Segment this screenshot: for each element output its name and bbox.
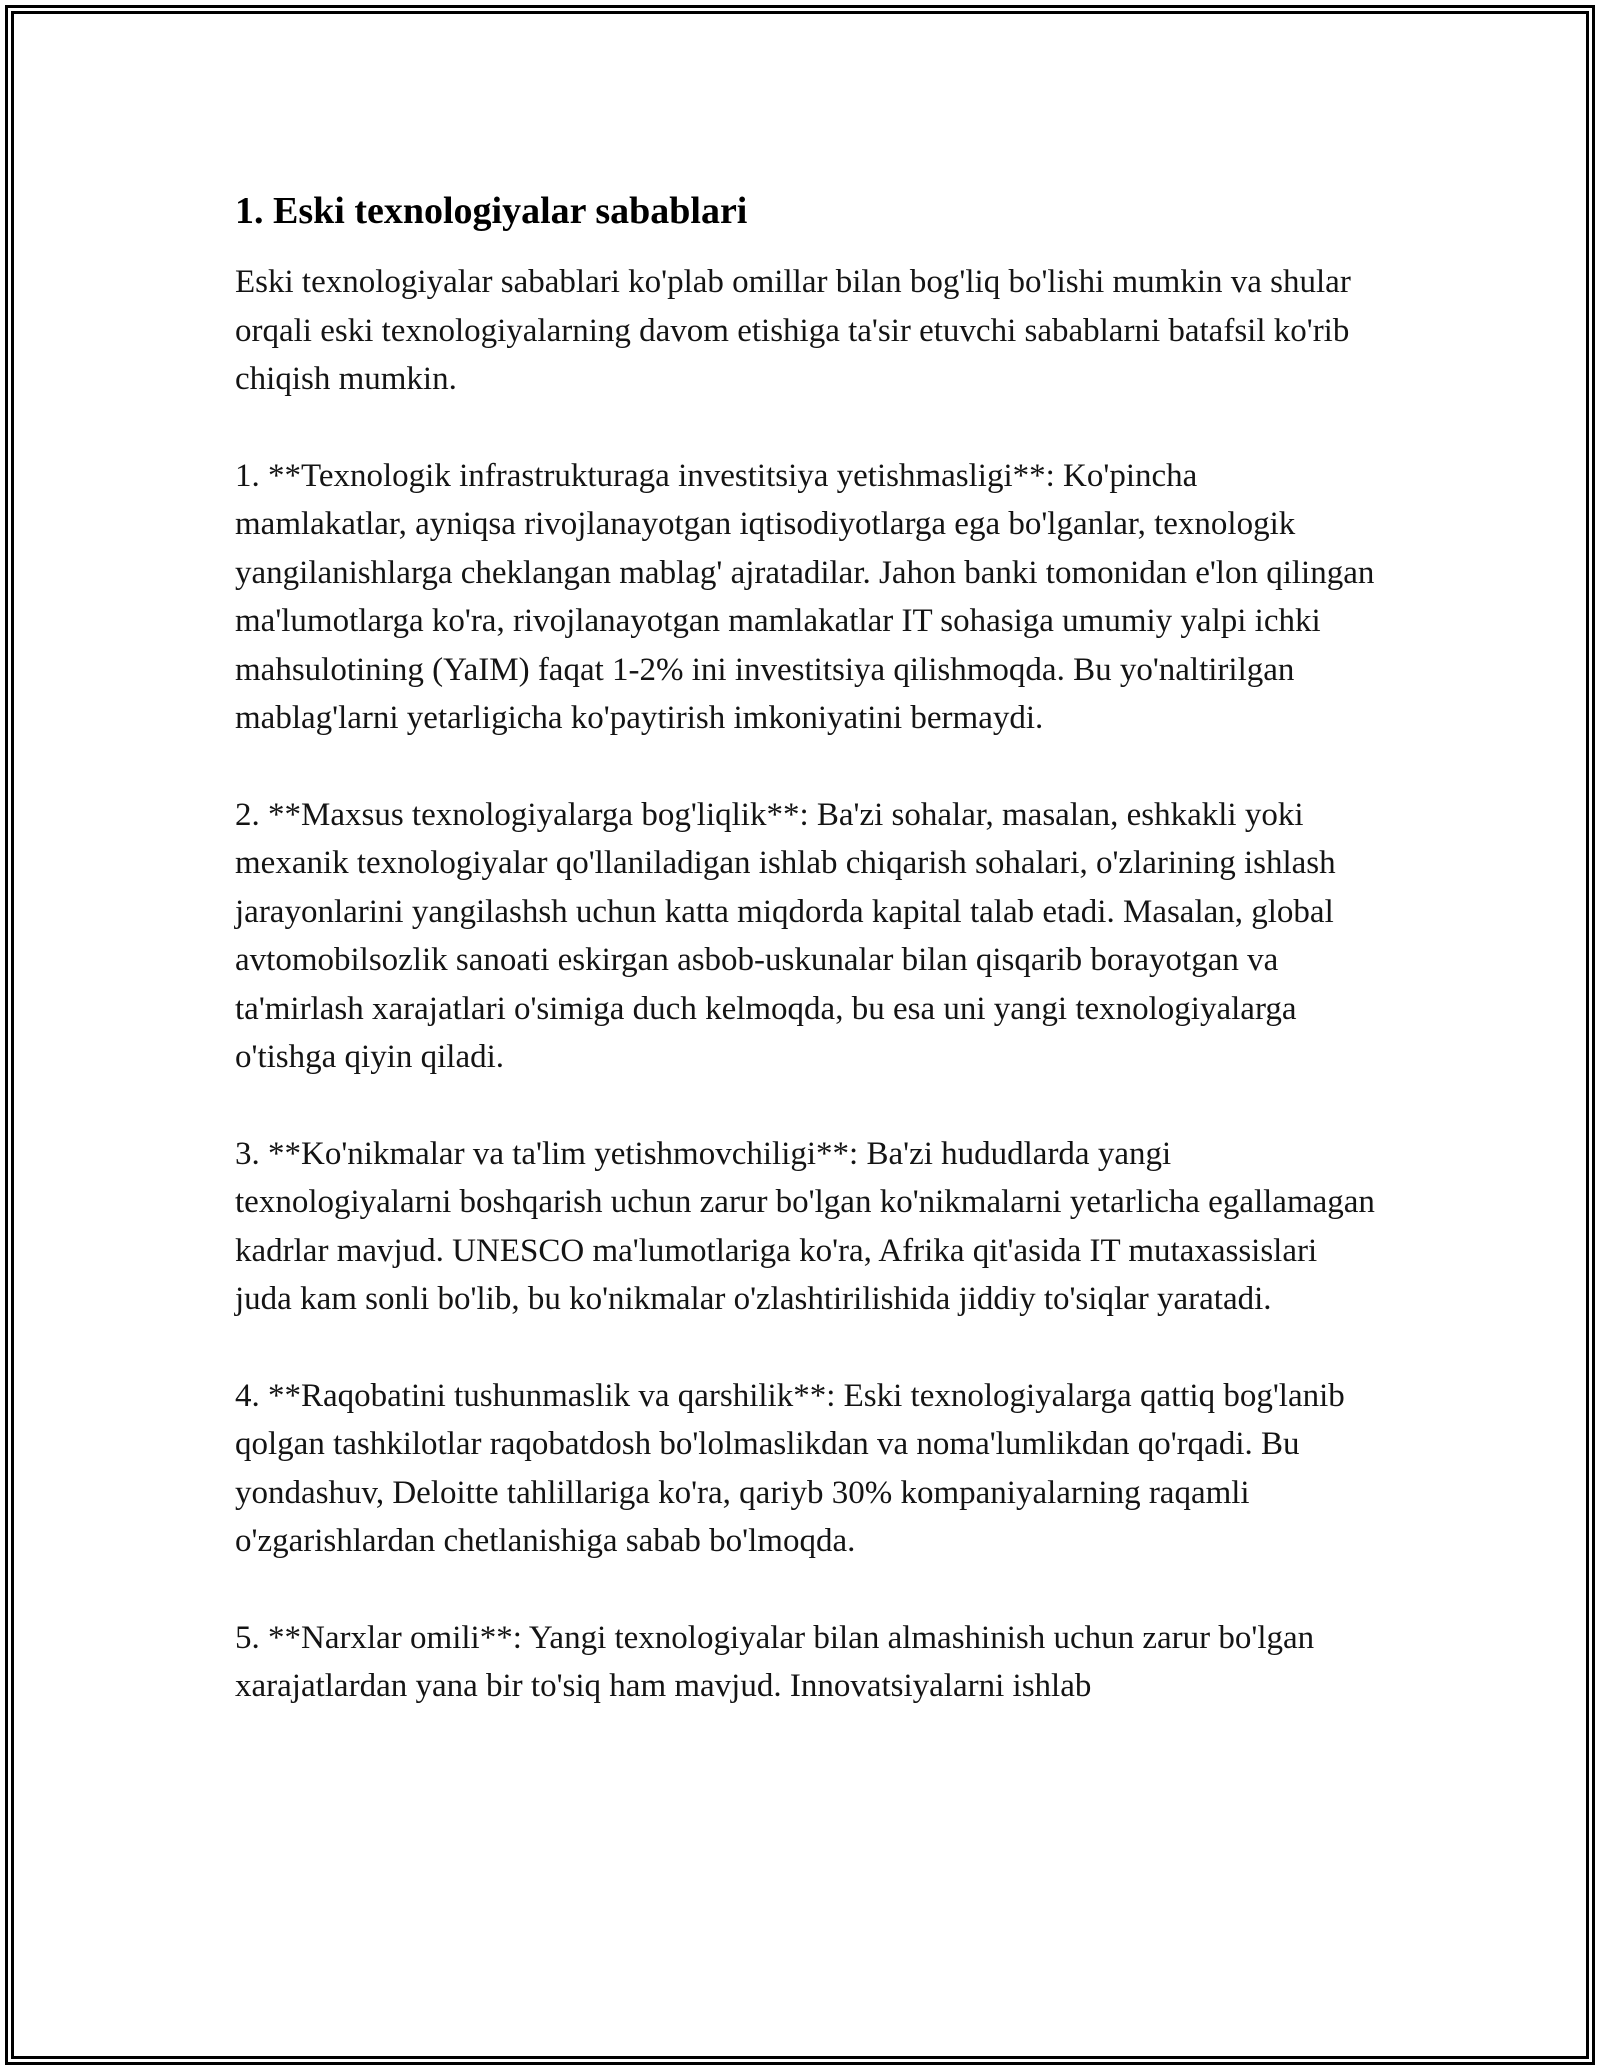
page-title: 1. Eski texnologiyalar sabablari (235, 190, 748, 232)
paragraph-item-4: 4. **Raqobatini tushunmaslik va qarshilik**: Eski texnologiyalarga qattiq bog'lanib qolgan tashkilotlar raqobatdosh bo'lolmaslikdan va noma'lumlikdan qo'rqadi. Bu yondashuv, Deloitte tahlillariga ko'ra, qariyb 30% kompaniyalarning raqamli o'zgarishlardan chetlanishiga sabab bo'lmoqda. (235, 1377, 1345, 1559)
paragraph-item-1: 1. **Texnologik infrastrukturaga investitsiya yetishmasligi**: Ko'pincha mamlakatlar, ayniqsa rivojlanayotgan iqtisodiyotlarga ega bo'lganlar, texnologik yangilanishlarga cheklangan mablag' ajratadilar. Jahon banki tomonidan e'lon qilingan ma'lumotlarga ko'ra, rivojlanayotgan mamlakatlar IT sohasiga umumiy yalpi ichki mahsulotining (YaIM) faqat 1-2% ini investitsiya qilishmoqda. Bu yo'naltirilgan mablag'larni yetarligicha ko'paytirish imkoniyatini bermaydi. (235, 457, 1375, 736)
paragraph-item-2: 2. **Maxsus texnologiyalarga bog'liqlik**: Ba'zi sohalar, masalan, eshkakli yoki mexanik texnologiyalar qo'llaniladigan ishlab chiqarish sohalari, o'zlarining ishlash jarayonlarini yangilashsh uchun katta miqdorda kapital talab etadi. Masalan, global avtomobilsozlik sanoati eskirgan asbob-uskunalar bilan qisqarib borayotgan va ta'mirlash xarajatlari o'simiga duch kelmoqda, bu esa uni yangi texnologiyalarga o'tishga qiyin qiladi. (235, 796, 1336, 1075)
paragraph-item-5: 5. **Narxlar omili**: Yangi texnologiyalar bilan almashinish uchun zarur bo'lgan xarajatlardan yana bir to'siq ham mavjud. Innovatsiyalarni ishlab (235, 1619, 1315, 1704)
intro-paragraph: Eski texnologiyalar sabablari ko'plab omillar bilan bog'liq bo'lishi mumkin va shular orqali eski texnologiyalarning davom etishiga ta'sir etuvchi sabablarni batafsil ko'rib chiqish mumkin. (235, 264, 1351, 397)
document-body (235, 186, 1375, 1759)
paragraph-item-3: 3. **Ko'nikmalar va ta'lim yetishmovchiligi**: Ba'zi hududlarda yangi texnologiyalarni boshqarish uchun zarur bo'lgan ko'nikmalarni yetarlicha egallamagan kadrlar mavjud. UNESCO ma'lumotlariga ko'ra, Afrika qit'asida IT mutaxassislari juda kam sonli bo'lib, bu ko'nikmalar o'zlashtirilishida jiddiy to'siqlar yaratadi. (235, 1135, 1375, 1317)
